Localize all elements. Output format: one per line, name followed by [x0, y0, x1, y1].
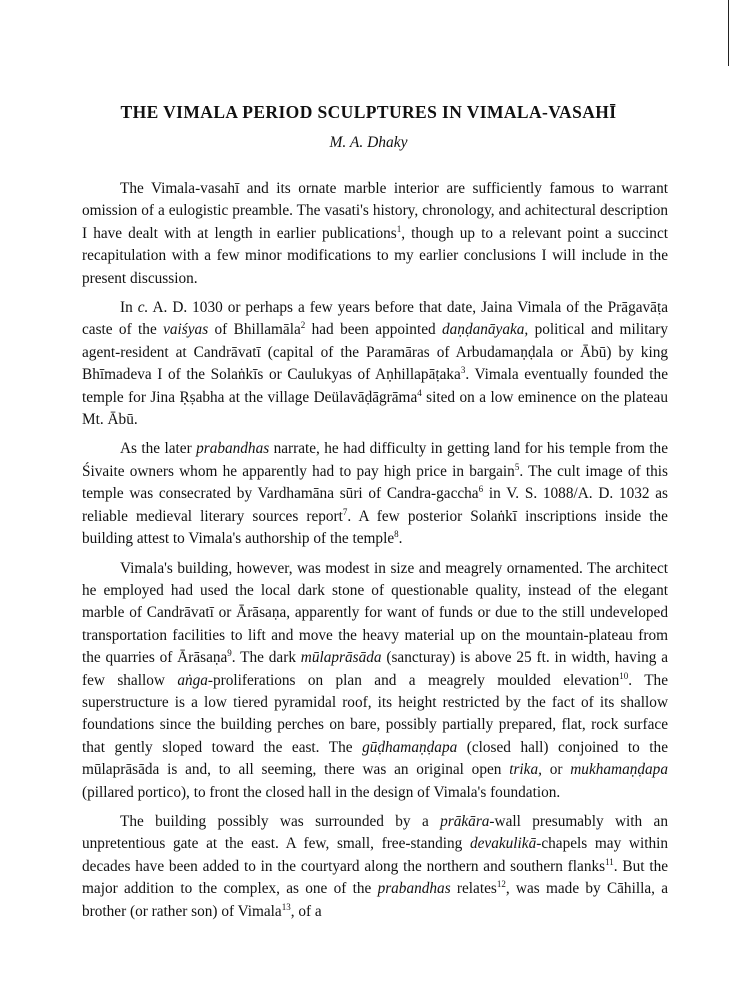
text-run: (sancturay) is above 25 ft. in width, having a few shallow [82, 649, 668, 689]
italic-term: aṅga- [177, 671, 214, 689]
paper-title: THE VIMALA PERIOD SCULPTURES IN VIMALA-VASAHĪ [120, 102, 617, 122]
text-run: political and military agent-resident at Candrāvatī (capital of the Paramāras of Arbudamaṇḍala or Ābū) by king Bhīmadeva I of the Solaṅkīs or Caulukyas of Aṇhillapāṭaka [82, 321, 668, 384]
text-run: . Vimala eventually founded the temple for Jina Ṛṣabha at the village Deülavāḍāgrāma [82, 366, 668, 406]
paragraph-3 [82, 438, 668, 550]
footnote-marker: 11 [605, 856, 614, 867]
italic-term: trika, [509, 761, 542, 779]
text-run: . The cult image of this temple was consecrated by Vardhamāna sūri of Candra-gaccha [82, 462, 669, 503]
italic-term: mūlaprāsāda [300, 649, 382, 667]
text-run: in V. S. 1088/A. D. 1032 as reliable medieval literary sources report [82, 485, 668, 525]
footnote-marker: 13 [281, 901, 291, 912]
text-run: or [541, 761, 571, 779]
italic-term: c. [137, 299, 149, 317]
paragraph-2 [82, 297, 668, 431]
text-run: The building possibly was surrounded by a [120, 812, 441, 830]
italic-term: vaiśyas [163, 321, 209, 339]
text-run: (pillared portico), to front the closed hall in the design of Vimala's foundation. [82, 783, 561, 801]
italic-term: gūḍhamaṇḍapa [362, 738, 458, 756]
text-run: -chapels may within decades have been added to in the courtyard along the northern and southern flanks [82, 835, 669, 875]
page-edge-mark [728, 0, 737, 66]
footnote-marker: 6 [478, 484, 484, 495]
text-run: , of a [290, 902, 322, 920]
text-run: , was made by Cāhilla, a brother (or rather son) of Vimala [82, 880, 669, 920]
footnote-marker: 1 [396, 223, 402, 234]
paragraph-1 [82, 178, 668, 290]
footnote-marker: 9 [227, 648, 232, 659]
text-run: A. D. 1030 or perhaps a few years before that date, Jaina Vimala of the Prāgavāṭa caste of the [82, 299, 668, 339]
text-run: In [120, 299, 138, 317]
text-run: . [398, 530, 403, 548]
text-run: The Vimala-vasahī and its ornate marble interior are sufficiently famous to warrant omission of a eulogistic preamble. The vasati's history, chronology, and achitectural description I have dealt with at length in earlier publications [82, 180, 668, 242]
article-body [82, 178, 668, 930]
italic-term: daṇḍanāyaka, [442, 321, 529, 339]
footnote-marker: 8 [394, 529, 399, 540]
text-run: sited on a low eminence on the plateau Mt. Ābū. [82, 388, 668, 429]
text-run: of Bhillamāla [208, 321, 301, 339]
text-run: had been appointed [305, 321, 442, 339]
footnote-marker: 4 [417, 387, 422, 398]
text-run: (closed hall) conjoined to the mūlaprāsāda is and, to all seeming, there was an original open [82, 738, 668, 779]
italic-term: devakulikā [469, 835, 537, 853]
paragraph-5 [82, 811, 668, 923]
text-run: relates [450, 880, 497, 898]
text-run: . A few posterior Solaṅkī inscriptions inside the building attest to Vimala's authorship of the temple [82, 507, 668, 548]
text-run: As the later [120, 440, 197, 458]
text-run: . The superstructure is a low tiered pyramidal roof, its height restricted by the fact of its shallow foundations since the building perches on bare, possibly partially prepared, flat, rock surface that gently sloped toward the east. The [82, 671, 668, 756]
italic-term: prākāra [440, 812, 490, 830]
text-run: . But the major addition to the complex, as one of the [82, 857, 669, 898]
paragraph-4 [82, 558, 668, 804]
italic-term: mukhamaṇḍapa [570, 761, 668, 779]
footnote-marker: 7 [342, 506, 348, 517]
footnote-marker: 12 [496, 879, 506, 890]
text-run: Vimala's building, however, was modest in size and meagrely ornamented. The architect he employed had used the local dark stone of questionable quality, instead of the elegant marble of Candrāvatī or Ārāsaṇa, apparently for want of funds or due to the still undeveloped transportation facilities to lift and move the heavy material up on the mountain-plateau from the quarries of Ārāsaṇa [82, 559, 668, 667]
footnote-marker: 3 [460, 365, 466, 376]
text-run: proliferations on plan and a meagrely moulded elevation [213, 671, 620, 689]
footnote-marker: 2 [300, 320, 306, 331]
italic-term: prabandhas [196, 440, 270, 458]
paper-author: M. A. Dhaky [329, 134, 408, 151]
text-run: . The dark [231, 649, 301, 667]
footnote-marker: 10 [619, 670, 629, 681]
italic-term: prabandhas [377, 880, 451, 898]
text-run: -wall presumably with an unpretentious gate at the east. A few, small, free-standing [82, 812, 668, 853]
footnote-marker: 5 [514, 461, 520, 472]
text-run: narrate, he had difficulty in getting land for his temple from the Śivaite owners whom he apparently had to pay high price in bargain [82, 440, 668, 480]
text-run: , though up to a relevant point a succinct recapitulation with a few minor modifications to my earlier conclusions I will include in the present discussion. [82, 224, 668, 287]
